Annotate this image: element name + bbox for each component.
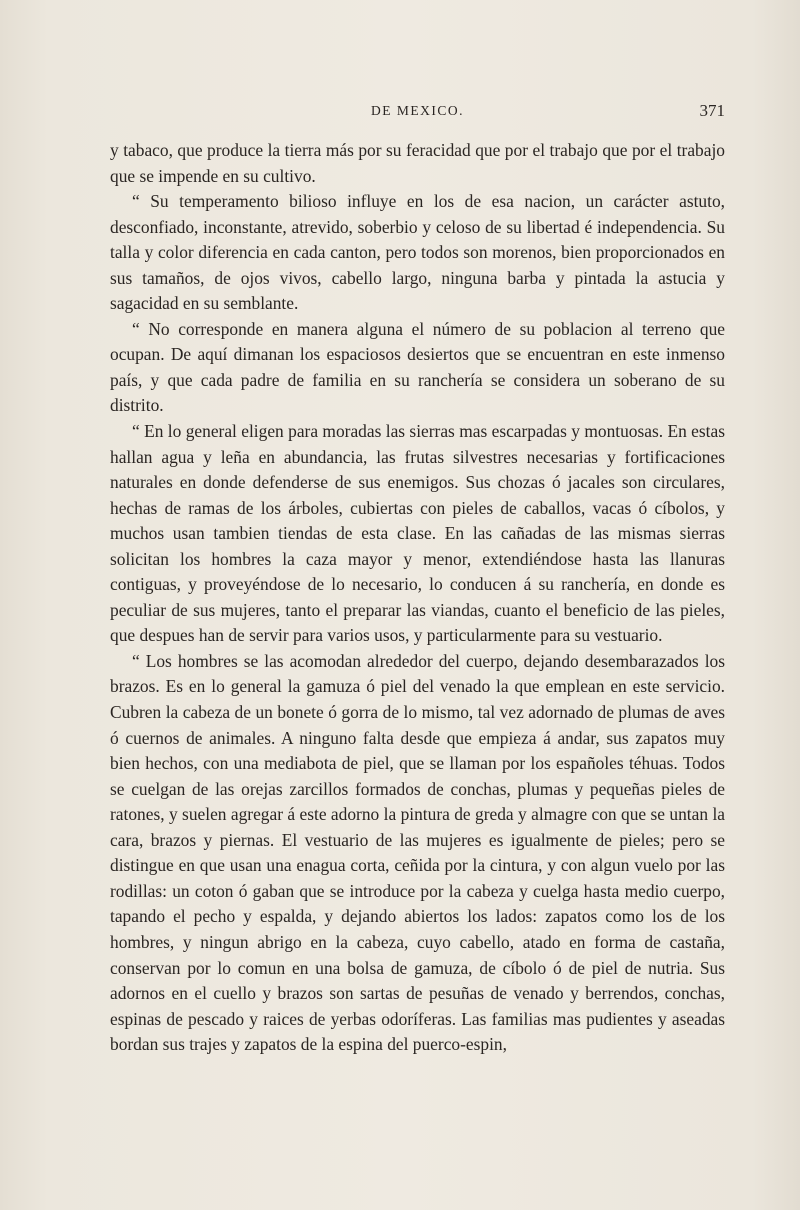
running-head <box>110 103 725 123</box>
body-text <box>110 138 725 1058</box>
paragraph: “ No corresponde en manera alguna el número de su poblacion al terreno que ocupan. De aquí dimanan los espaciosos desiertos que se encuentran en este inmenso país, y que cada padre de familia en su ranchería se considera un soberano de su distrito. <box>110 318 725 416</box>
paragraph: “ Su temperamento bilioso influye en los de esa nacion, un carácter astuto, desconfiado, inconstante, atrevido, soberbio y celoso de su libertad é independencia. Su talla y color diferencia en cada canton, pero todos son morenos, bien proporcionados en sus tamaños, de ojos vivos, cabello largo, ninguna barba y pintada la astucia y sagacidad en su semblante. <box>110 191 725 314</box>
paragraph-continued: y tabaco, que produce la tierra más por su feracidad que por el trabajo que por el trabajo que se impende en su cultivo. <box>110 140 725 186</box>
page-number: 371 <box>699 101 725 120</box>
running-title: DE MEXICO. <box>371 103 464 118</box>
paragraph: “ En lo general eligen para moradas las sierras mas escarpadas y montuosas. En estas hallan agua y leña en abundancia, las frutas silvestres necesarias y fortificaciones naturales en donde defenderse de sus enemigos. Sus chozas ó jacales son circulares, hechas de ramas de los árboles, cubiertas con pieles de caballos, vacas ó cíbolos, y muchos usan tambien tiendas de esta clase. En las cañadas de las mismas sierras solicitan los hombres la caza mayor y menor, extendiéndose hasta las llanuras contiguas, y proveyéndose de lo necesario, lo conducen á su ranchería, en donde es peculiar de sus mujeres, tanto el preparar las viandas, cuanto el beneficio de las pieles, que despues han de servir para varios usos, y particularmente para su vestuario. <box>110 421 725 646</box>
paragraph: “ Los hombres se las acomodan alrededor del cuerpo, dejando desembarazados los brazos. Es en lo general la gamuza ó piel del venado la que emplean en este servicio. Cubren la cabeza de un bonete ó gorra de lo mismo, tal vez adornado de plumas de aves ó cuernos de animales. A ninguno falta desde que empieza á andar, sus zapatos muy bien hechos, con una mediabota de piel, que se llaman por los españoles téhuas. Todos se cuelgan de las orejas zarcillos formados de conchas, plumas y pequeñas pieles de ratones, y suelen agregar á este adorno la pintura de greda y almagre con que se untan la cara, brazos y piernas. El vestuario de las mujeres es igualmente de pieles; pero se distingue en que usan una enagua corta, ceñida por la cintura, y con algun vuelo por las rodillas: un coton ó gaban que se introduce por la cabeza y cuelga hasta medio cuerpo, tapando el pecho y espalda, y dejando abiertos los lados: zapatos como los de los hombres, y ningun abrigo en la cabeza, cuyo cabello, atado en forma de castaña, conservan por lo comun en una bolsa de gamuza, de cíbolo ó de piel de nutria. Sus adornos en el cuello y brazos son sartas de pesuñas de venado y berrendos, conchas, espinas de pescado y raices de yerbas odoríferas. Las familias mas pudientes y aseadas bordan sus trajes y zapatos de la espina del puerco-espin, <box>110 650 725 1055</box>
